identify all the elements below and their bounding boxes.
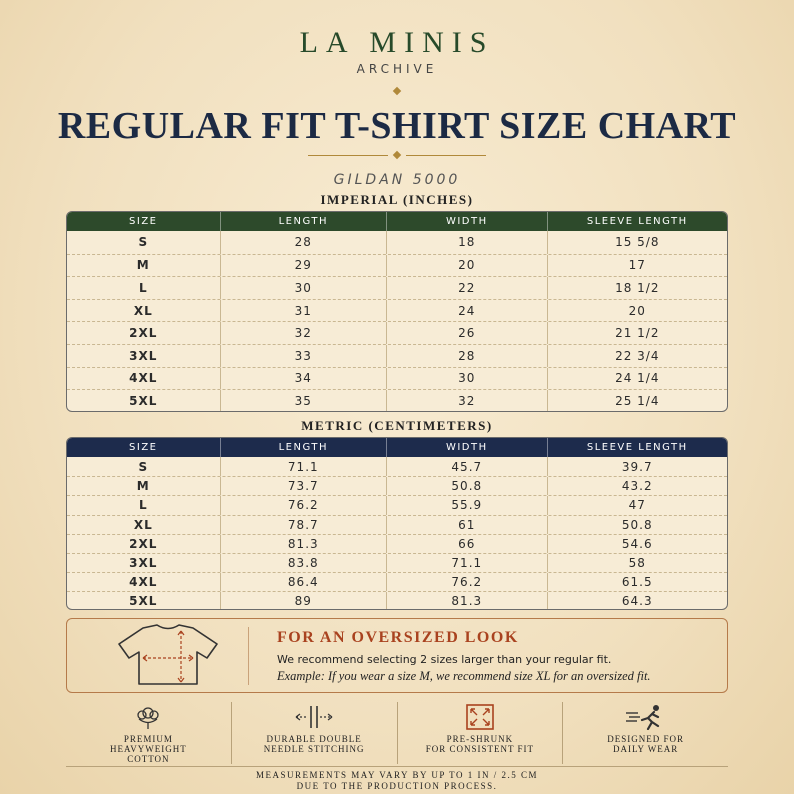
feature-label: FOR CONSISTENT FIT bbox=[425, 744, 535, 754]
stitching-icon bbox=[294, 704, 334, 730]
cell-size: 5XL bbox=[67, 390, 221, 412]
cell-width: 71.1 bbox=[387, 554, 548, 572]
table-row bbox=[67, 367, 727, 390]
cell-width: 81.3 bbox=[387, 592, 548, 610]
cell-size: S bbox=[67, 231, 221, 254]
cell-size: 2XL bbox=[67, 535, 221, 553]
oversize-example: Example: If you wear a size M, we recommend size XL for an oversized fit. bbox=[277, 669, 651, 683]
cell-sleeve: 43.2 bbox=[621, 479, 653, 494]
metric-table bbox=[66, 437, 728, 610]
cell-length: 31 bbox=[221, 300, 388, 322]
oversize-divider bbox=[248, 627, 249, 685]
table-row bbox=[67, 515, 727, 534]
cell-size: 2XL bbox=[67, 322, 221, 344]
feature-label: DAILY WEAR bbox=[612, 744, 679, 754]
cell-length: 71.1 bbox=[221, 457, 388, 476]
cell-width: 61 bbox=[387, 516, 548, 534]
cell-length: 73.7 bbox=[221, 477, 388, 495]
cell-length: 76.2 bbox=[221, 496, 388, 514]
cell-width: 22 bbox=[387, 277, 548, 299]
metric-table-header bbox=[67, 438, 727, 457]
imperial-table bbox=[66, 211, 728, 412]
table-row bbox=[67, 321, 727, 344]
cell-length: 78.7 bbox=[221, 516, 388, 534]
cell-width: 30 bbox=[387, 368, 548, 390]
oversize-panel bbox=[66, 618, 728, 693]
cell-sleeve: 24 1/4 bbox=[615, 371, 660, 386]
cell-sleeve: 64.3 bbox=[621, 594, 653, 609]
oversize-title: FOR AN OVERSIZED LOOK bbox=[277, 629, 519, 646]
cell-size: L bbox=[67, 277, 221, 299]
runner-icon bbox=[624, 704, 668, 730]
table-row bbox=[67, 457, 727, 476]
feature-label: DESIGNED FOR bbox=[607, 734, 684, 744]
cotton-icon bbox=[133, 704, 163, 730]
cell-size: S bbox=[67, 457, 221, 476]
divider-diamond bbox=[393, 151, 401, 159]
model-name: GILDAN 5000 bbox=[333, 172, 461, 188]
cell-sleeve: 15 5/8 bbox=[615, 235, 660, 250]
footer-note bbox=[0, 770, 794, 792]
cell-size: XL bbox=[67, 516, 221, 534]
feature-label: DURABLE DOUBLE bbox=[266, 734, 362, 744]
table-row bbox=[67, 389, 727, 412]
footer-line-1: MEASUREMENTS MAY VARY BY UP TO 1 IN / 2.5 CM bbox=[256, 770, 538, 780]
cell-length: 30 bbox=[221, 277, 388, 299]
brand-subtitle: ARCHIVE bbox=[356, 62, 438, 76]
col-header-sleeve: SLEEVE LENGTH bbox=[586, 442, 688, 453]
preshrunk-icon bbox=[465, 704, 495, 730]
cell-size: 3XL bbox=[67, 554, 221, 572]
footer-line-2: DUE TO THE PRODUCTION PROCESS. bbox=[296, 781, 498, 791]
page-title: REGULAR FIT T-SHIRT SIZE CHART bbox=[57, 105, 737, 147]
cell-size: 4XL bbox=[67, 368, 221, 390]
cell-length: 86.4 bbox=[221, 573, 388, 591]
table-row bbox=[67, 276, 727, 299]
table-row bbox=[67, 476, 727, 495]
oversize-text: We recommend selecting 2 sizes larger than your regular fit. bbox=[277, 653, 612, 666]
imperial-heading: IMPERIAL (INCHES) bbox=[320, 192, 474, 207]
cell-width: 66 bbox=[387, 535, 548, 553]
cell-sleeve: 17 bbox=[628, 258, 646, 273]
cell-length: 28 bbox=[221, 231, 388, 254]
cell-length: 29 bbox=[221, 255, 388, 277]
cell-size: M bbox=[67, 477, 221, 495]
feature-label: COTTON bbox=[127, 754, 170, 764]
col-header-size: SIZE bbox=[67, 438, 221, 457]
cell-sleeve: 61.5 bbox=[621, 575, 653, 590]
cell-size: L bbox=[67, 496, 221, 514]
feature-label: PREMIUM bbox=[123, 734, 173, 744]
table-row bbox=[67, 534, 727, 553]
table-row bbox=[67, 344, 727, 367]
cell-width: 32 bbox=[387, 390, 548, 412]
cell-sleeve: 50.8 bbox=[621, 517, 653, 532]
cell-sleeve: 47 bbox=[628, 498, 646, 513]
imperial-table-body bbox=[67, 231, 727, 412]
divider-line-left bbox=[308, 155, 388, 156]
col-header-length: LENGTH bbox=[221, 438, 388, 457]
cell-width: 20 bbox=[387, 255, 548, 277]
table-row bbox=[67, 553, 727, 572]
metric-heading: METRIC (CENTIMETERS) bbox=[301, 418, 493, 433]
cell-width: 50.8 bbox=[387, 477, 548, 495]
cell-sleeve: 39.7 bbox=[621, 459, 653, 474]
metric-table-body bbox=[67, 457, 727, 610]
col-header-size: SIZE bbox=[67, 212, 221, 231]
feature-label: NEEDLE STITCHING bbox=[263, 744, 365, 754]
cell-sleeve: 58 bbox=[628, 556, 646, 571]
cell-sleeve: 25 1/4 bbox=[615, 393, 660, 408]
feature-stitching bbox=[232, 702, 398, 764]
feature-label: PRE-SHRUNK bbox=[446, 734, 514, 744]
tshirt-measure-icon bbox=[113, 622, 223, 688]
cell-length: 34 bbox=[221, 368, 388, 390]
cell-width: 76.2 bbox=[387, 573, 548, 591]
cell-size: XL bbox=[67, 300, 221, 322]
cell-sleeve: 18 1/2 bbox=[615, 280, 660, 295]
table-row bbox=[67, 299, 727, 322]
table-row bbox=[67, 591, 727, 610]
cell-length: 89 bbox=[221, 592, 388, 610]
cell-width: 45.7 bbox=[387, 457, 548, 476]
feature-preshrunk bbox=[398, 702, 564, 764]
cell-length: 81.3 bbox=[221, 535, 388, 553]
feature-cotton bbox=[66, 702, 232, 764]
cell-size: 3XL bbox=[67, 345, 221, 367]
cell-sleeve: 54.6 bbox=[621, 536, 653, 551]
col-header-width: WIDTH bbox=[387, 438, 548, 457]
cell-sleeve: 22 3/4 bbox=[615, 348, 660, 363]
brand-name: LA MINIS bbox=[299, 26, 495, 59]
divider-diamond bbox=[393, 87, 401, 95]
table-row bbox=[67, 231, 727, 254]
cell-length: 35 bbox=[221, 390, 388, 412]
imperial-table-header bbox=[67, 212, 727, 231]
col-header-width: WIDTH bbox=[387, 212, 548, 231]
cell-length: 32 bbox=[221, 322, 388, 344]
col-header-sleeve: SLEEVE LENGTH bbox=[586, 216, 688, 227]
feature-daily-wear bbox=[563, 702, 728, 764]
cell-size: M bbox=[67, 255, 221, 277]
cell-size: 4XL bbox=[67, 573, 221, 591]
cell-width: 26 bbox=[387, 322, 548, 344]
cell-width: 28 bbox=[387, 345, 548, 367]
cell-width: 18 bbox=[387, 231, 548, 254]
divider-line-right bbox=[406, 155, 486, 156]
footer-rule bbox=[66, 766, 728, 767]
cell-sleeve: 20 bbox=[628, 303, 646, 318]
cell-length: 83.8 bbox=[221, 554, 388, 572]
table-row bbox=[67, 495, 727, 514]
cell-length: 33 bbox=[221, 345, 388, 367]
features-row bbox=[66, 702, 728, 764]
col-header-length: LENGTH bbox=[221, 212, 388, 231]
table-row bbox=[67, 572, 727, 591]
feature-label: HEAVYWEIGHT bbox=[109, 744, 187, 754]
cell-width: 55.9 bbox=[387, 496, 548, 514]
cell-sleeve: 21 1/2 bbox=[615, 326, 660, 341]
table-row bbox=[67, 254, 727, 277]
cell-width: 24 bbox=[387, 300, 548, 322]
cell-size: 5XL bbox=[67, 592, 221, 610]
